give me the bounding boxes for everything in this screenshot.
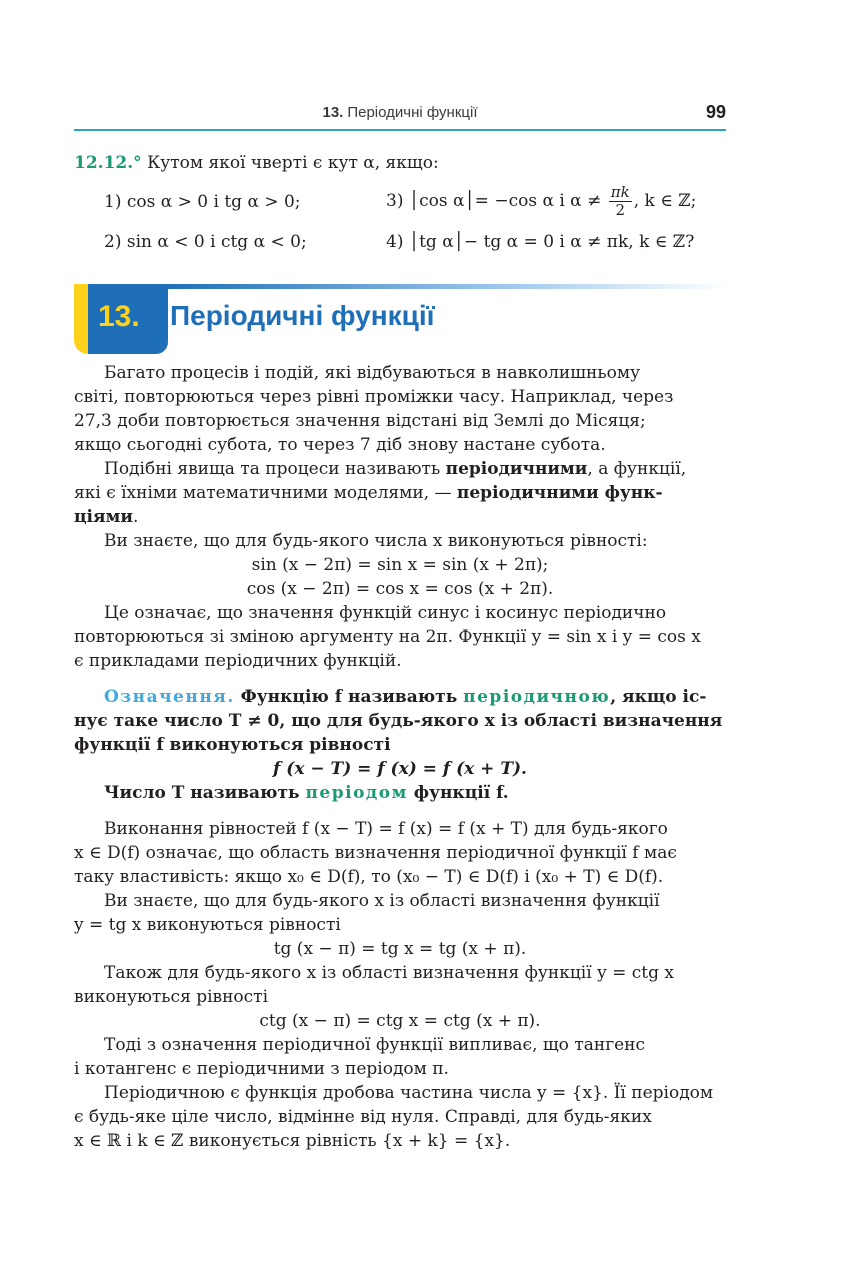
term-period: періодом <box>305 783 408 803</box>
text-line: 27,3 доби повторюється значення відстані від Землі до Місяця; <box>74 411 646 431</box>
running-section-name: Періодичні функції <box>347 104 478 121</box>
section-heading <box>74 284 726 356</box>
text-line: Виконання рівностей f (x − T) = f (x) = f (x + T) для будь-якого <box>104 819 668 839</box>
formula-tangent: tg (x − π) = tg x = tg (x + π). <box>273 939 527 959</box>
text-line: Тоді з означення періодичної функції випливає, що тангенс <box>104 1035 646 1055</box>
text-line: x ∈ ℝ і k ∈ ℤ виконується рівність {x + k} = {x}. <box>74 1131 511 1151</box>
exercise-number: 12.12.° <box>74 153 142 173</box>
formula-cotangent: ctg (x − π) = ctg x = ctg (x + π). <box>259 1011 541 1031</box>
text-line: є будь-яке ціле число, відмінне від нуля. Справді, для будь-яких <box>74 1107 652 1127</box>
formula-cos: cos (x − 2π) = cos x = cos (x + 2π). <box>246 579 554 599</box>
section-heading-rule <box>168 284 728 289</box>
paragraph-tangent <box>74 889 726 961</box>
exercise-item-1: 1) cos α > 0 і tg α > 0; <box>104 192 301 212</box>
paragraph-sin-cos <box>74 529 726 601</box>
exercise-question <box>74 152 439 174</box>
text-line <box>74 481 726 505</box>
paragraph-conclusion <box>74 1033 726 1081</box>
paragraph-sin-cos-meaning <box>74 601 726 673</box>
term-periodic-functions-end: ціями <box>74 507 133 527</box>
paragraph-cotangent <box>74 961 726 1033</box>
text-line <box>74 781 726 805</box>
text-line: Ви знаєте, що для будь-якого числа x виконуються рівності: <box>104 531 648 551</box>
running-title <box>74 104 726 121</box>
text-line: повторюються зі зміною аргументу на 2π. Функції y = sin x і y = cos x <box>74 627 701 647</box>
text-line <box>74 505 726 529</box>
running-header <box>74 102 726 124</box>
term-periodic: періодичними <box>445 459 588 479</box>
section-number: 13. <box>98 300 140 333</box>
text-line: якщо сьогодні субота, то через 7 діб знову настане субота. <box>74 435 606 455</box>
text-line: і котангенс є періодичними з періодом π. <box>74 1059 449 1079</box>
text-line: виконуються рівності <box>74 987 269 1007</box>
text-line: Багато процесів і подій, які відбуваються в навколишньому <box>104 363 641 383</box>
text-line: є прикладами періодичних функцій. <box>74 651 402 671</box>
text-line <box>74 685 726 709</box>
paragraph-domain-property <box>74 817 726 889</box>
definition-block <box>74 685 726 805</box>
text-run: , якщо іс- <box>610 687 707 707</box>
text-line: y = tg x виконуються рівності <box>74 915 341 935</box>
definition-label: Означення. <box>104 687 235 707</box>
text-line: світі, повторюються через рівні проміжки часу. Наприклад, через <box>74 387 674 407</box>
text-run: які є їхніми математичними моделями, — <box>74 483 457 503</box>
term-periodic-functions: періодичними функ- <box>456 483 663 503</box>
section-title: Періодичні функції <box>170 300 435 331</box>
fraction-pi-k-over-2 <box>609 184 632 219</box>
text-line: функції f виконуються рівності <box>74 735 391 755</box>
exercise-item-3-text: 3) │cos α│= −cos α і α ≠ <box>386 191 602 211</box>
paragraph-fractional-part <box>74 1081 726 1153</box>
text-run: Число T називають <box>104 783 306 803</box>
fraction-denominator: 2 <box>615 201 625 219</box>
text-line: x ∈ D(f) означає, що область визначення періодичної функції f має <box>74 843 677 863</box>
text-line: таку властивість: якщо x₀ ∈ D(f), то (x₀ − T) ∈ D(f) і (x₀ + T) ∈ D(f). <box>74 867 664 887</box>
exercise-item-3-tail: , k ∈ ℤ; <box>633 191 697 211</box>
text-run: Подібні явища та процеси називають <box>104 459 446 479</box>
exercise-item-3 <box>386 182 696 220</box>
formula-periodic: f (x − T) = f (x) = f (x + T). <box>273 759 527 779</box>
text-line: Ви знаєте, що для будь-якого x із області визначення функції <box>104 891 660 911</box>
paragraph-periodic-phenomena <box>74 457 726 529</box>
formula-sin: sin (x − 2π) = sin x = sin (x + 2π); <box>251 555 549 575</box>
page-number: 99 <box>705 102 726 122</box>
text-line: Також для будь-якого x із області визначення функції y = ctg x <box>104 963 674 983</box>
text-line <box>74 457 726 481</box>
text-line: Це означає, що значення функцій синус і косинус періодично <box>104 603 667 623</box>
header-rule <box>74 129 726 131</box>
fraction-numerator: πk <box>610 183 630 201</box>
exercise-question-text: Кутом якої чверті є кут α, якщо: <box>147 153 439 173</box>
term-periodic-definition: періодичною <box>463 687 611 707</box>
text-line: Періодичною є функція дробова частина числа y = {x}. Її періодом <box>104 1083 714 1103</box>
exercise-item-2: 2) sin α < 0 і ctg α < 0; <box>104 232 307 252</box>
text-run: . <box>132 507 139 527</box>
text-run: Функцію f називають <box>234 687 464 707</box>
exercise-item-4: 4) │tg α│− tg α = 0 і α ≠ πk, k ∈ ℤ? <box>386 232 695 252</box>
running-section-number: 13. <box>322 104 344 121</box>
text-line: нує таке число T ≠ 0, що для будь-якого x із області визначення <box>74 711 723 731</box>
paragraph-intro <box>74 361 726 457</box>
text-run: функції f. <box>407 783 509 803</box>
text-run: , а функції, <box>587 459 687 479</box>
